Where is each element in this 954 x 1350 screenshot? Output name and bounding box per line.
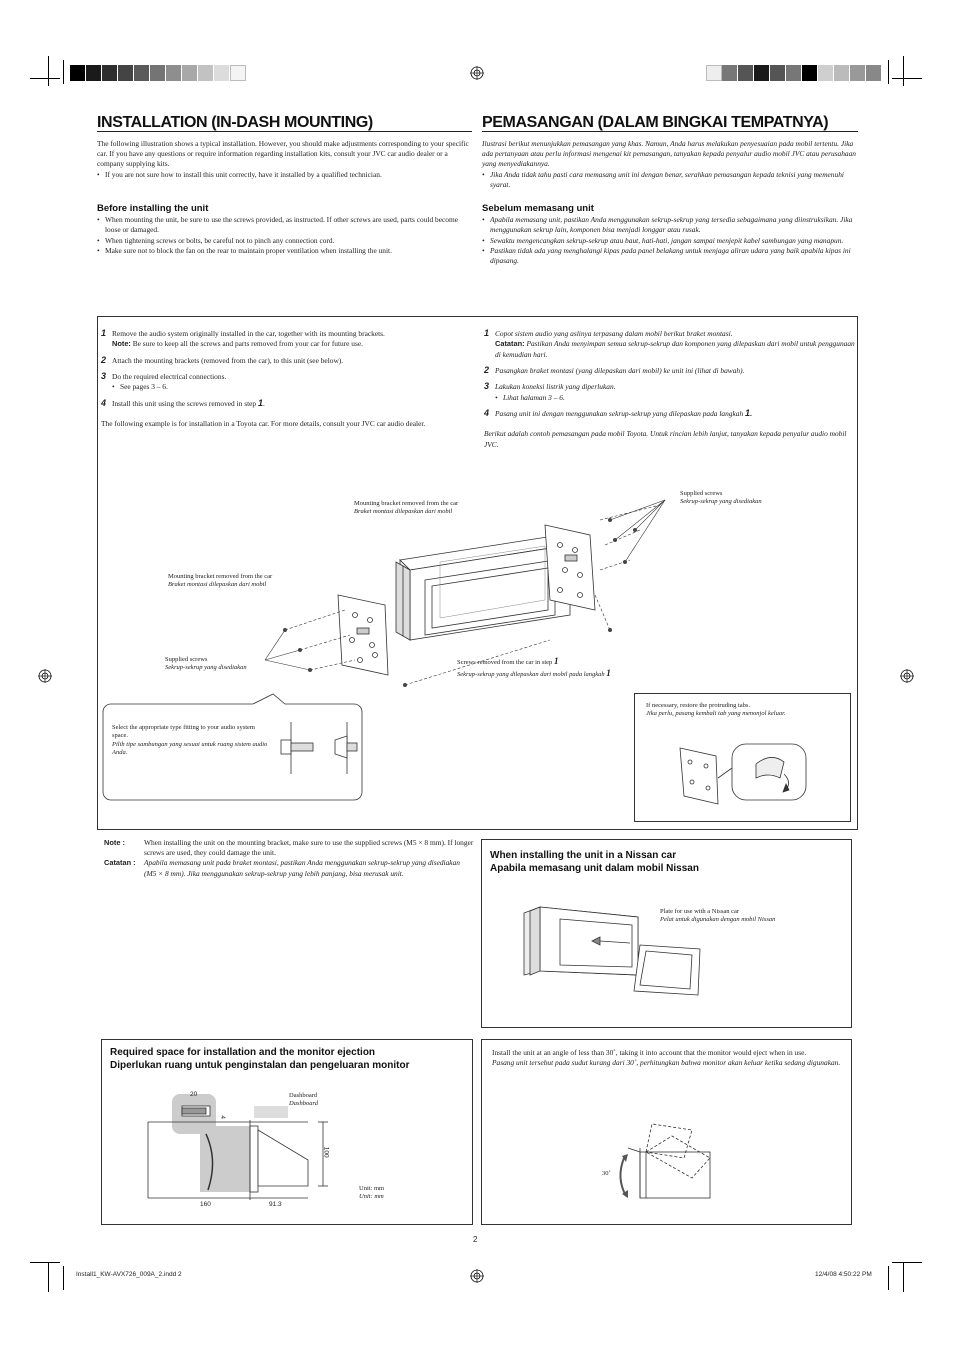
color-swatch [198,65,214,81]
color-swatch [102,65,118,81]
label-id: Jika perlu, pasang kembali tab yang menonjol keluar. [646,710,786,718]
step-text: Lakukan koneksi listrik yang diperlukan. [495,382,616,392]
step-number: 3 [484,381,490,392]
before-heading: Sebelum memasang unit [482,203,594,214]
label-id: Pilih tipe sambungan yang sesuai untuk ruang sistem audio Anda. [112,740,268,757]
label-en: Screws removed from the car in step [457,659,553,666]
step-sub: • See pages 3 – 6. [112,382,473,392]
step-ref: 1 [745,407,751,418]
color-swatch [850,65,866,81]
color-swatch [834,65,850,81]
footer-date: 12/4/08 4:50:22 PM [815,1271,872,1278]
footer-file: Install1_KW-AVX726_009A_2.indd 2 [76,1271,182,1278]
angle-degree-label: 30˚ [602,1170,611,1177]
crop-mark [888,1266,889,1290]
color-swatch [770,65,786,81]
label-id: Sekrup-sekrup yang disediakan [680,498,762,506]
intro-bullet: • Jika Anda tidak tahu pasti cara memasang unit ini dengan benar, serahkan pemasangan kepada teknisi yang memenuhi syarat. [482,170,858,190]
note-label: Note : [104,838,125,847]
en-intro [97,139,473,180]
color-swatch [738,65,754,81]
label-plate [660,908,775,925]
en-steps: 1 Remove the audio system originally installed in the car, together with its mounting brackets. Note: Be sure to keep all the screws and parts removed from your car for future use. 2 Attach the mounting brackets (removed from the car), to this unit (see below). 3 Do the required electrical connections. • See pages 3 – 6. 4 Install this unit using the screws removed in step 1. The following example is for installation in a Toyota car. For more details, consult your JVC car audio dealer. [101,327,473,429]
step-number: 2 [101,354,107,365]
note-label: Catatan: [495,339,525,349]
color-swatch [134,65,150,81]
example-text: The following example is for installation in a Toyota car. For more details, consult your JVC car audio dealer. [101,419,426,429]
label-en: Supplied screws [680,490,723,497]
color-bar-left [70,65,246,81]
page-title-en: INSTALLATION (IN-DASH MOUNTING) [97,114,373,131]
label-screws-removed [457,656,611,679]
color-swatch [786,65,802,81]
registration-mark-icon [900,669,914,683]
heading-id: Apabila memasang unit dalam mobil Nissan [490,862,699,874]
crop-mark [888,60,889,84]
crop-mark [63,60,64,84]
nissan-heading [490,850,840,875]
step-number: 1 [101,328,107,338]
step-number: 1 [484,328,490,338]
step-ref: 1 [553,656,559,666]
color-swatch [118,65,134,81]
crop-mark [892,78,922,79]
label-en: Plate for use with a Nissan car [660,908,740,915]
step-text: Install this unit using the screws removed in step [112,398,257,408]
label-id: Braket montasi dilepaskan dari mobil [168,581,267,589]
note-block [104,838,474,879]
label-tabs [646,702,846,719]
note-text: Pastikan Anda menyimpan semua sekrup-sekrup dan komponen yang dilepaskan dari mobil untuk penggunaan di kemudian hari. [495,339,855,359]
step-text: Copot sistem audio yang aslinya terpasang dalam mobil berikut braket montasi. [495,329,733,338]
example-text: Berikut adalah contoh pemasangan pada mobil Toyota. Untuk rincian lebih lanjut, tanyakan kepada penyalur audio mobil JVC. [484,429,847,449]
crop-mark [30,78,60,79]
label-id: Unit: mm [359,1193,384,1201]
angle-text [492,1048,842,1068]
color-swatch [70,65,86,81]
label-fitting [112,724,272,758]
registration-mark-icon [470,66,484,80]
dim-160: 160 [200,1201,211,1208]
color-swatch [182,65,198,81]
crop-mark [903,1262,904,1292]
label-id: Pelat untuk digunakan dengan mobil Nissan [660,916,776,924]
note-text: Be sure to keep all the screws and parts removed from your car for future use. [132,339,364,349]
id-steps: 1 Copot sistem audio yang aslinya terpasang dalam mobil berikut braket montasi. Catatan: Pastikan Anda menyimpan semua sekrup-sekrup dan komponen yang dilepaskan dari mobil untuk penggunaan di kemudian hari. 2 Pasangkan braket montasi (yang dilepaskan dari mobil) ke unit ini (lihat di bawah). 3 Lakukan koneksi listrik yang diperlukan. • Lihat halaman 3 – 6. 4 Pasang unit ini dengan menggunakan sekrup-sekrup yang dilepaskan pada langkah 1. Berikut adalah contoh pemasangan pada mobil Toyota. Untuk rincian lebih lanjut, tanyakan kepada penyalur audio mobil JVC. [484,327,856,450]
id-before-section [482,202,858,266]
id-intro [482,139,858,190]
label-supplied-left [165,656,247,673]
step-text: Do the required electrical connections. [112,372,227,382]
step-text: Pasang unit ini dengan menggunakan sekrup-sekrup yang dilepaskan pada langkah [495,408,744,418]
label-supplied-top [680,490,762,507]
registration-mark-icon [470,1269,484,1283]
dim-4: 4 [219,1115,227,1120]
note-label: Note: [112,339,131,349]
crop-mark [892,1262,922,1263]
step-sub: • Lihat halaman 3 – 6. [495,393,856,403]
label-en: Select the appropriate type fitting to your audio system space. [112,724,255,740]
note-text: Apabila memasang unit pada braket montasi, pastikan Anda menggunakan sekrup-sekrup yang disediakan (M5 × 8 mm). Jika menggunakan sekrup-sekrup yang lebih panjang, bisa merusak unit. [144,858,460,878]
heading-en: When installing the unit in a Nissan car [490,850,677,861]
note-text: When installing the unit on the mounting bracket, make sure to use the supplied screws (M5 × 8 mm). If longer screws are used, they could damage the unit. [144,838,474,858]
color-swatch [754,65,770,81]
step-number: 2 [484,364,490,375]
angle-text-id: Pasang unit tersebut pada sudut kurang dari 30˚, perhitungkan bahwa monitor akan keluar ketika sedang digunakan. [492,1058,841,1068]
label-bracket-left [168,573,272,590]
tabs-illustration [676,738,816,808]
crop-mark [63,1266,64,1290]
title-rule [97,131,472,132]
step-text: Remove the audio system originally installed in the car, together with its mounting brackets. [112,329,385,338]
label-id: Braket montasi dilepaskan dari mobil [354,508,453,516]
color-swatch [214,65,230,81]
step-text: Pasangkan braket montasi (yang dilepaskan dari mobil) ke unit ini (lihat di bawah). [495,365,745,375]
color-swatch [802,65,818,81]
color-swatch [818,65,834,81]
intro-text: The following illustration shows a typical installation. However, you should make adjustments corresponding to your specific car. If you have any questions or require information regarding installation kits, consult your JVC car audio dealer or a company supplying kits. [97,139,469,169]
page-title-id: PEMASANGAN (DALAM BINGKAI TEMPATNYA) [482,114,829,131]
dim-91-3: 91.3 [269,1201,282,1208]
label-en: Mounting bracket removed from the car [168,573,273,580]
crop-mark [48,56,49,86]
step-ref: 1 [257,397,263,408]
before-heading: Before installing the unit [97,203,209,214]
before-item: • Make sure not to block the fan on the rear to maintain proper ventilation when installing the unit. [97,246,473,256]
color-swatch [86,65,102,81]
label-en: Dashboard [289,1092,318,1099]
intro-text: Ilustrasi berikut menunjukkan pemasangan yang khas. Namun, Anda harus melakukan penyesuaian pada mobil tertentu. Jika ada pertanyaan atau perlu informasi mengenai kit pemasangan, tanyakan kepada penyalur audio mobil JVC atau perusahaan yang menyediakannya. [482,139,857,169]
color-swatch [866,65,882,81]
note-label: Catatan : [104,858,136,868]
color-swatch [722,65,738,81]
label-en: Unit: mm [359,1185,385,1192]
before-item: • Sewaktu mengencangkan sekrup-sekrup atau baut, hati-hati, jangan sampai menjepit kabel sambungan yang manapun. [482,236,858,246]
color-swatch [166,65,182,81]
step-number: 4 [101,397,107,408]
intro-bullet: • If you are not sure how to install this unit correctly, have it installed by a qualified technician. [97,170,473,180]
heading-id: Diperlukan ruang untuk penginstalan dan pengeluaran monitor [110,1059,410,1071]
color-swatch [150,65,166,81]
crop-mark [903,56,904,86]
dim-100: 100 [322,1146,330,1158]
before-item: • Pastikan tidak ada yang menghalangi kipas pada panel belakang untuk menjaga aliran udara yang baik apabila kipas ini dipasang. [482,246,858,266]
label-en: If necessary, restore the protruding tabs. [646,702,751,709]
step-ref: 1 [606,667,611,678]
angle-text-en: Install the unit at an angle of less than 30˚, taking it into account that the monitor would eject when in use. [492,1048,807,1057]
crop-mark [48,1262,49,1292]
step-text: Attach the mounting brackets (removed from the car), to this unit (see below). [112,355,344,365]
step-number: 3 [101,371,107,382]
label-dashboard [289,1092,318,1109]
color-bar-right [706,65,882,81]
heading-en: Required space for installation and the monitor ejection [110,1047,376,1058]
label-unit [359,1185,384,1202]
label-id: Sekrup-sekrup yang disediakan [165,664,247,672]
dim-20: 20 [190,1091,198,1098]
label-bracket-top [354,500,458,517]
color-swatch [230,65,246,81]
space-heading [110,1047,470,1072]
label-en: Supplied screws [165,656,208,663]
before-item: • Apabila memasang unit, pastikan Anda menggunakan sekrup-sekrup yang tersedia sebagaimana yang diinstruksikan. Jika menggunakan sekrup lain, komponen bisa menjadi longgar atau rusak. [482,215,858,235]
registration-mark-icon [38,669,52,683]
crop-mark [30,1262,60,1263]
en-before-section [97,202,473,256]
page-number: 2 [473,1235,478,1244]
label-id: Dashboard [289,1100,319,1108]
angle-illustration [612,1118,722,1206]
label-en: Mounting bracket removed from the car [354,500,459,507]
color-swatch [706,65,722,81]
step-number: 4 [484,407,490,418]
before-item: • When mounting the unit, be sure to use the screws provided, as instructed. If other screws are used, parts could become loose or damaged. [97,215,473,235]
title-rule [482,131,858,132]
before-item: • When tightening screws or bolts, be careful not to pinch any connection cord. [97,236,473,246]
label-id: Sekrup-sekrup yang dilepaskan dari mobil pada langkah [457,670,605,678]
